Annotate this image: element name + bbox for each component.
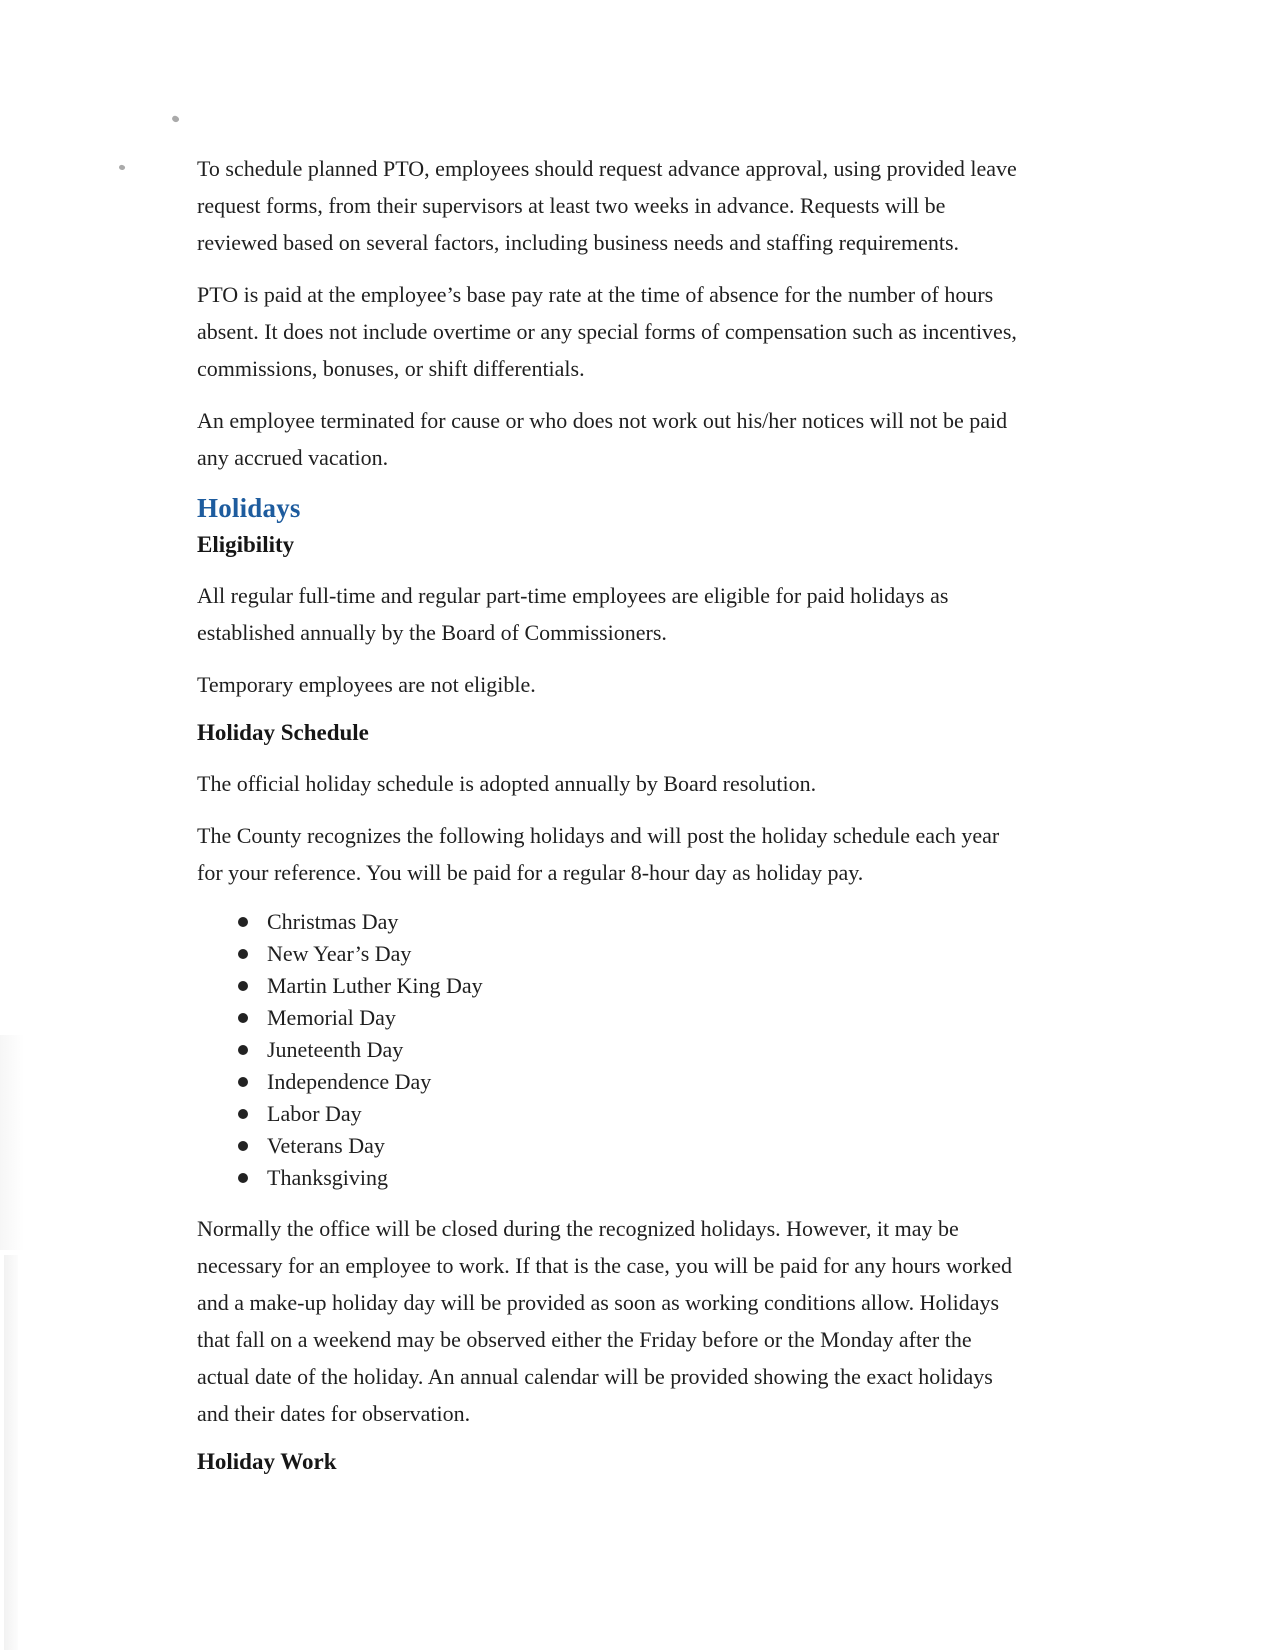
- office-closed-paragraph: Normally the office will be closed during the recognized holidays. However, it may be necessary for an employee to work. If that is the case, you will be paid for any hours worked and a make-up holiday day will be provided as soon as working conditions allow. Holidays that fall on a weekend may be observed either the Friday before or the Monday after the actual date of the holiday. An annual calendar will be provided showing the exact holidays and their dates for observation.: [197, 1216, 1012, 1426]
- eligibility-heading: Eligibility: [197, 532, 295, 557]
- temporary-employees-paragraph: Temporary employees are not eligible.: [197, 672, 536, 697]
- holidays-section-title: Holidays: [197, 493, 301, 523]
- holiday-list-item: Veterans Day: [267, 1130, 1025, 1162]
- document-body: [197, 150, 1025, 1494]
- scan-speck-artifact: [171, 114, 180, 123]
- holiday-list-item: Thanksgiving: [267, 1162, 1025, 1194]
- scan-edge-shadow: [4, 1255, 18, 1650]
- holiday-list: [197, 906, 1025, 1194]
- pto-pay-rate-paragraph: PTO is paid at the employee’s base pay rate at the time of absence for the number of hours absent. It does not include overtime or any special forms of compensation such as incentives, commissions, bonuses, or shift differentials.: [197, 282, 1017, 381]
- recognized-holidays-paragraph: The County recognizes the following holidays and will post the holiday schedule each year for your reference. You will be paid for a regular 8-hour day as holiday pay.: [197, 823, 1000, 885]
- holiday-list-item: Martin Luther King Day: [267, 970, 1025, 1002]
- holiday-work-heading: Holiday Work: [197, 1449, 337, 1474]
- official-schedule-paragraph: The official holiday schedule is adopted annually by Board resolution.: [197, 771, 817, 796]
- eligibility-paragraph: All regular full-time and regular part-time employees are eligible for paid holidays as established annually by the Board of Commissioners.: [197, 583, 949, 645]
- holiday-schedule-heading: Holiday Schedule: [197, 720, 369, 745]
- holiday-list-item: Juneteenth Day: [267, 1034, 1025, 1066]
- scan-edge-shadow: [0, 1035, 24, 1250]
- holiday-list-item: Labor Day: [267, 1098, 1025, 1130]
- holiday-list-item: New Year’s Day: [267, 938, 1025, 970]
- holiday-list-item: Independence Day: [267, 1066, 1025, 1098]
- holiday-list-item: Christmas Day: [267, 906, 1025, 938]
- pto-scheduling-paragraph: To schedule planned PTO, employees should request advance approval, using provided leave request forms, from their supervisors at least two weeks in advance. Requests will be reviewed based on several factors, including business needs and staffing requirements.: [197, 156, 1017, 255]
- scan-speck-artifact: [118, 164, 126, 171]
- holiday-list-item: Memorial Day: [267, 1002, 1025, 1034]
- pto-termination-paragraph: An employee terminated for cause or who does not work out his/her notices will not be paid any accrued vacation.: [197, 408, 1008, 470]
